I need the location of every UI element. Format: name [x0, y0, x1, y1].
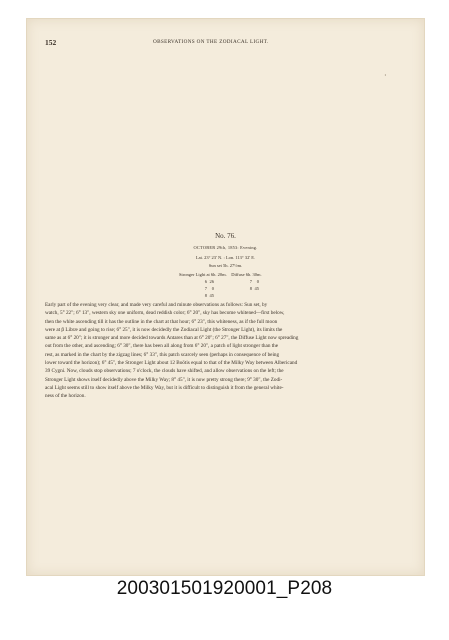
fold-mark-icon: · [384, 71, 387, 80]
table-cell: 8 [249, 286, 252, 291]
table-row [179, 292, 262, 299]
body-line: same as at 6° 20"; it is stronger and more decided towards Antares than at 6° 20"; 6° 27", the Diffuse Light now spreading [45, 335, 299, 342]
page-number: 152 [45, 38, 57, 47]
body-line: 39 Cygni. Now, clouds stop observations; 7 o'clock, the clouds have shifted, and allow observations on the left; the [45, 368, 284, 375]
table-header [179, 271, 262, 278]
observation-times-table [179, 271, 262, 299]
table-cell [214, 292, 252, 299]
body-line: then the white ascending till it has the outline in the chart at that hour; 6° 23", this whiteness, as if the full moon [45, 318, 278, 325]
observation-position: Lat. 23° 23' N. : Lon. 113° 32' E. [195, 255, 256, 260]
scanned-page [26, 18, 425, 576]
table-cell: 0 [211, 286, 214, 291]
table-cell [252, 292, 259, 299]
running-head: OBSERVATIONS ON THE ZODIACAL LIGHT. [153, 39, 269, 45]
observation-date: OCTOBER 29th, 1853: Evening. [193, 245, 258, 250]
body-line: watch, 5° 22"; 6° 13", western sky one uniform, dead reddish color; 6° 20", sky has become whitened—first below, [45, 310, 285, 317]
col-stronger-header: Stronger Light at 6h. 20m. [179, 272, 227, 277]
table-cell: 7 [204, 286, 207, 291]
body-line: lower toward the horizon); 6° 45", the Stronger Light about 12 Boötis equal to that of the Milky Way between Albericand [45, 360, 298, 367]
table-cell: 7 [249, 279, 252, 284]
observation-body-text [45, 301, 425, 401]
body-line: ness of the horizon. [45, 393, 86, 400]
body-line: rest, as marked in the chart by the zigzag lines; 6° 33", this patch scarcely seen (perhaps in consequence of being [45, 351, 280, 358]
col-diffuse-header: Diffuse 6h. 30m. [231, 272, 262, 277]
table-cell: 45 [209, 293, 214, 298]
observation-number: No. 76. [215, 232, 236, 240]
body-line: Stronger Light shows itself decidedly above the Milky Way; 8° 45", it is now pretty strong there; 9° 30", the Zodi- [45, 376, 283, 383]
table-cell: 26 [209, 279, 214, 284]
table-cell: 8 [204, 293, 207, 298]
observation-sunset: Sun set 5h. 27½m. [208, 263, 243, 268]
table-cell: 0 [256, 279, 259, 284]
table-cell: 45 [254, 286, 259, 291]
image-caption: 200301501920001_P208 [116, 578, 333, 599]
table-row [179, 278, 262, 285]
table-row [179, 285, 262, 292]
table-cell: 6 [204, 279, 207, 284]
body-line: were at β Libræ and going to rise; 6° 25", it is now decidedly the Zodiacal Light (the Stronger Light), its limits the [45, 326, 283, 333]
body-line: out from the other, and ascending; 6° 30", there has been all along from 6° 20", a patch of light stronger than the [45, 343, 279, 350]
body-line: acal Light seems still to show itself above the Milky Way, but it is difficult to distinguish it from the general white- [45, 384, 284, 391]
body-line: Early part of the evening very clear, and made very careful and minute observations as follows: Sun set, by [45, 302, 268, 308]
